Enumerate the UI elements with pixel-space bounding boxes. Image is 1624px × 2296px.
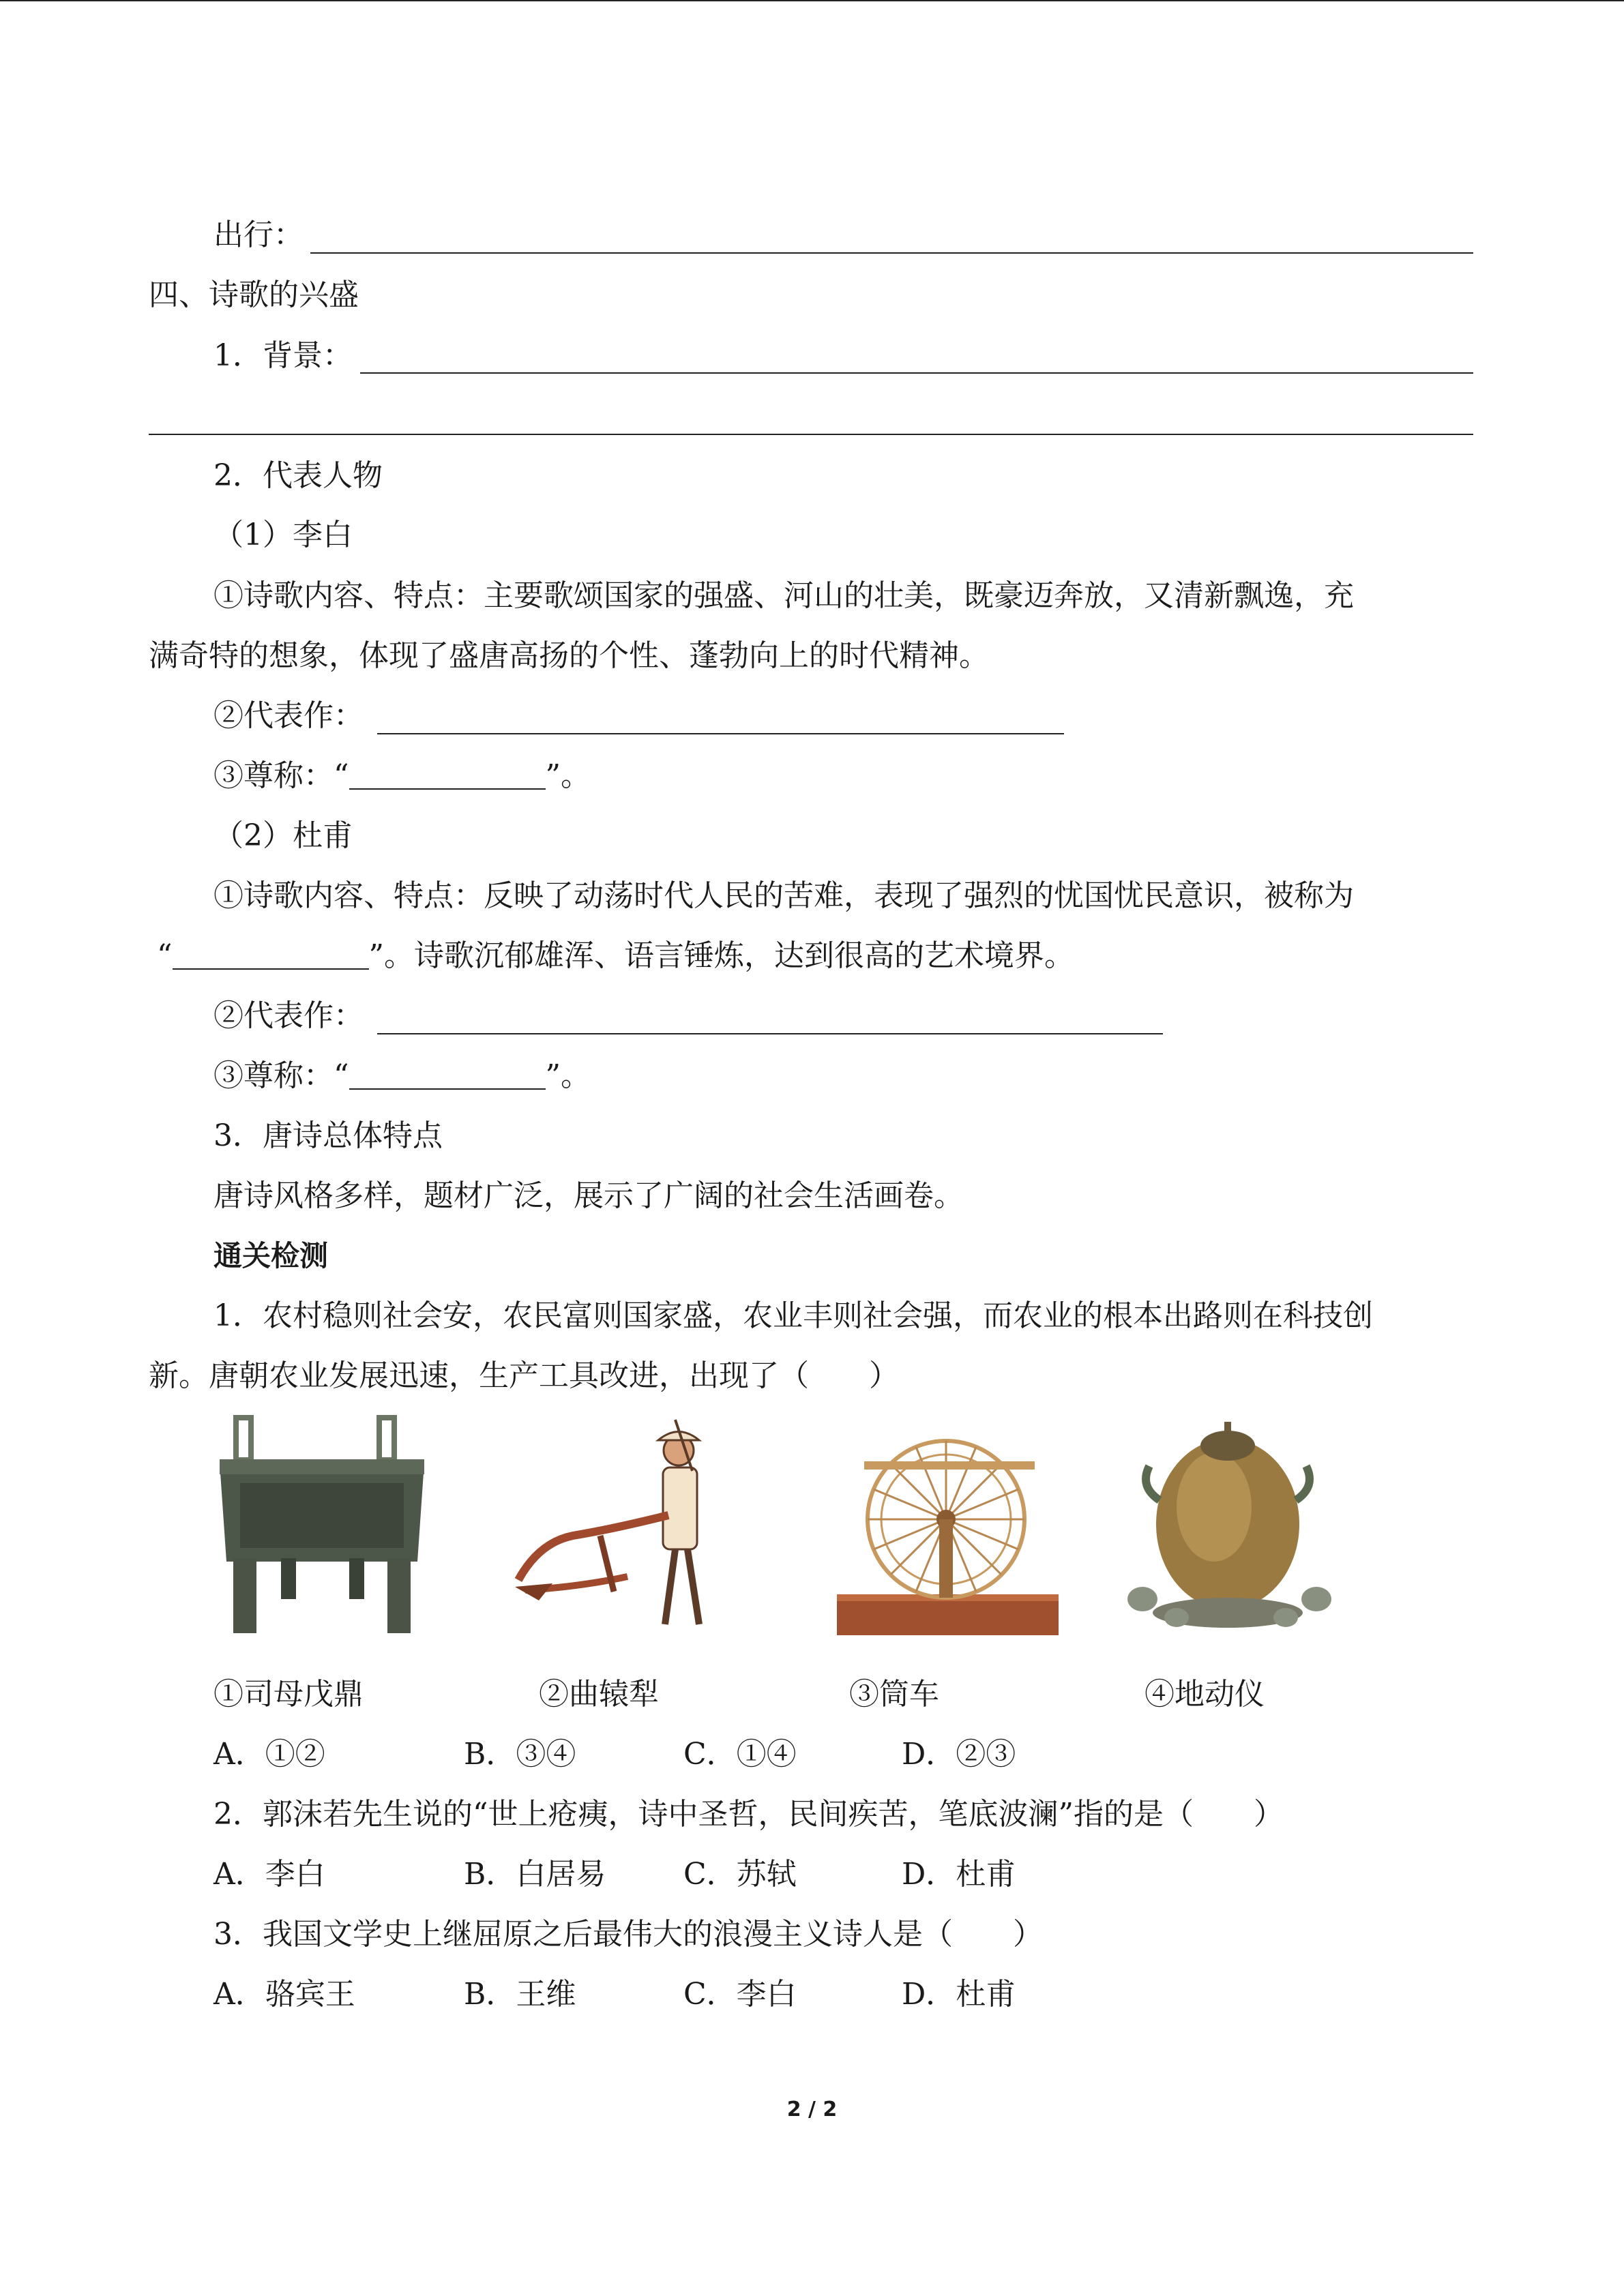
- q1-option-d: D．②③: [902, 1737, 1016, 1772]
- dufu-works-label: ②代表作：: [213, 998, 364, 1033]
- q3-option-d: D．杜甫: [902, 1977, 1016, 2012]
- q2-option-d: D．杜甫: [902, 1857, 1016, 1892]
- travel-answer-line: [310, 252, 1473, 254]
- summary-text: 唐诗风格多样，题材广泛，展示了广阔的社会生活画卷。: [213, 1178, 964, 1213]
- q2-option-c: C．苏轼: [683, 1857, 797, 1892]
- curved-shaft-plow-image: [512, 1413, 743, 1638]
- q1-stem-line2: 新。唐朝农业发展迅速，生产工具改进，出现了（ ）: [149, 1358, 899, 1393]
- dufu-title-label: ③尊称：“: [213, 1058, 349, 1093]
- libai-title-blank: [349, 758, 546, 790]
- dufu-works-answer-line: [377, 1033, 1163, 1034]
- q1-caption-3: ③筒车: [849, 1677, 939, 1712]
- libai-heading: （1）李白: [213, 518, 353, 552]
- dufu-title-end: ”。: [545, 1058, 591, 1093]
- libai-title-label: ③尊称：“: [213, 758, 349, 793]
- dufu-nickname-blank: [173, 938, 369, 970]
- libai-content-line2: 满奇特的想象，体现了盛唐高扬的个性、蓬勃向上的时代精神。: [149, 638, 989, 673]
- q1-caption-1: ①司母戊鼎: [213, 1677, 364, 1712]
- travel-label: 出行：: [213, 218, 304, 252]
- section-heading-poetry: 四、诗歌的兴盛: [149, 278, 359, 312]
- q1-caption-4: ④地动仪: [1145, 1677, 1265, 1712]
- background-label: 1．背景：: [213, 338, 353, 373]
- libai-title-end: ”。: [545, 758, 591, 793]
- dufu-title-line: [213, 1056, 591, 1097]
- q1-stem-line1: 1．农村稳则社会安，农民富则国家盛，农业丰则社会强，而农业的根本出路则在科技创: [213, 1298, 1373, 1333]
- dufu-content-line2-rest: ”。诗歌沉郁雄浑、语言锤炼，达到很高的艺术境界。: [368, 938, 1074, 973]
- q2-option-b: B．白居易: [464, 1857, 606, 1892]
- libai-content-line1: ①诗歌内容、特点：主要歌颂国家的强盛、河山的壮美，既豪迈奔放，又清新飘逸，充: [213, 578, 1354, 613]
- seismograph-image: [1112, 1418, 1337, 1637]
- dufu-content-line2: [157, 936, 1074, 976]
- summary-heading: 3．唐诗总体特点: [213, 1118, 443, 1153]
- background-answer-line-2: [149, 434, 1473, 435]
- q3-option-b: B．王维: [464, 1977, 576, 2012]
- tube-wheel-image: [837, 1431, 1059, 1635]
- q1-caption-2: ②曲辕犁: [539, 1677, 659, 1712]
- dufu-content-line1: ①诗歌内容、特点：反映了动荡时代人民的苦难，表现了强烈的忧国忧民意识，被称为: [213, 878, 1354, 913]
- quiz-heading: 通关检测: [213, 1239, 329, 1272]
- q1-option-a: A．①②: [213, 1737, 325, 1772]
- q1-option-b: B．③④: [464, 1737, 576, 1772]
- dufu-title-blank: [349, 1058, 546, 1090]
- figures-heading: 2．代表人物: [213, 458, 383, 493]
- q3-stem: 3．我国文学史上继屈原之后最伟大的浪漫主义诗人是（ ）: [213, 1917, 1043, 1952]
- q1-option-c: C．①④: [683, 1737, 797, 1772]
- q2-stem: 2．郭沫若先生说的“世上疮痍，诗中圣哲，民间疾苦，笔底波澜”指的是（ ）: [213, 1797, 1284, 1832]
- page-top-border: [0, 0, 1624, 1]
- libai-title-line: [213, 756, 591, 796]
- libai-works-label: ②代表作：: [213, 698, 364, 733]
- q2-option-a: A．李白: [213, 1857, 325, 1892]
- q3-option-c: C．李白: [683, 1977, 797, 2012]
- libai-works-answer-line: [377, 733, 1064, 734]
- q3-option-a: A．骆宾王: [213, 1977, 355, 2012]
- dufu-heading: （2）杜甫: [213, 818, 353, 853]
- dufu-content-open-quote: “: [157, 938, 173, 973]
- page-number: 2 / 2: [786, 2098, 838, 2121]
- simuwu-ding-image: [220, 1415, 445, 1637]
- background-answer-line-1: [360, 372, 1473, 374]
